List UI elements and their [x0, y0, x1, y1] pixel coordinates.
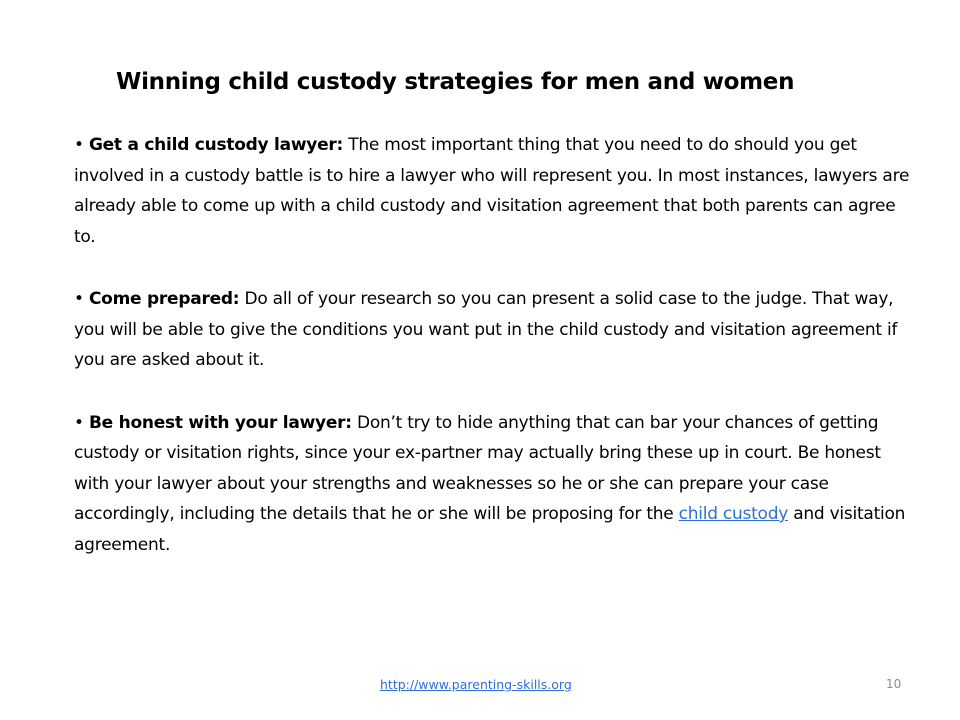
bullet-item-honest	[74, 408, 914, 561]
bullet-item-lawyer	[74, 130, 914, 252]
page-number: 10	[886, 677, 902, 691]
bullet-text-prepared: Do all of your research so you can present a solid case to the judge. That way, you will be able to give the conditions you want put in the child custody and visitation agreement if you are asked about it.	[74, 289, 898, 370]
bullet-lead-honest: Be honest with your lawyer:	[88, 412, 352, 433]
footer-website-link[interactable]: http://www.parenting-skills.org	[380, 677, 572, 692]
slide-title: Winning child custody strategies for men and women	[116, 69, 795, 95]
bullet-text-lawyer: The most important thing that you need to do should you get involved in a custody battle is to hire a lawyer who will represent you. In most instances, lawyers are already able to come up with a child custody and visitation agreement that both parents can agree to.	[74, 135, 910, 247]
child-custody-link[interactable]: child custody	[678, 504, 789, 524]
bullet-text-honest-after-link: and visitation agreement.	[74, 504, 906, 555]
bullet-lead-prepared: Come prepared:	[88, 289, 240, 309]
bullet-marker: •	[74, 412, 84, 433]
bullet-text-honest-before-link: Don’t try to hide anything that can bar your chances of getting custody or visitation rights, since your ex-partner may actually bring these up in court. Be honest with your lawyer about your strengths and weaknesses so he or she can prepare your case accordingly, including the details that he or she will be proposing for the	[74, 412, 881, 524]
bullet-marker: •	[74, 289, 84, 309]
bullet-item-prepared	[74, 284, 914, 376]
bullet-marker: •	[74, 135, 84, 155]
bullet-lead-lawyer: Get a child custody lawyer:	[88, 135, 344, 155]
bullet-list	[74, 130, 914, 592]
